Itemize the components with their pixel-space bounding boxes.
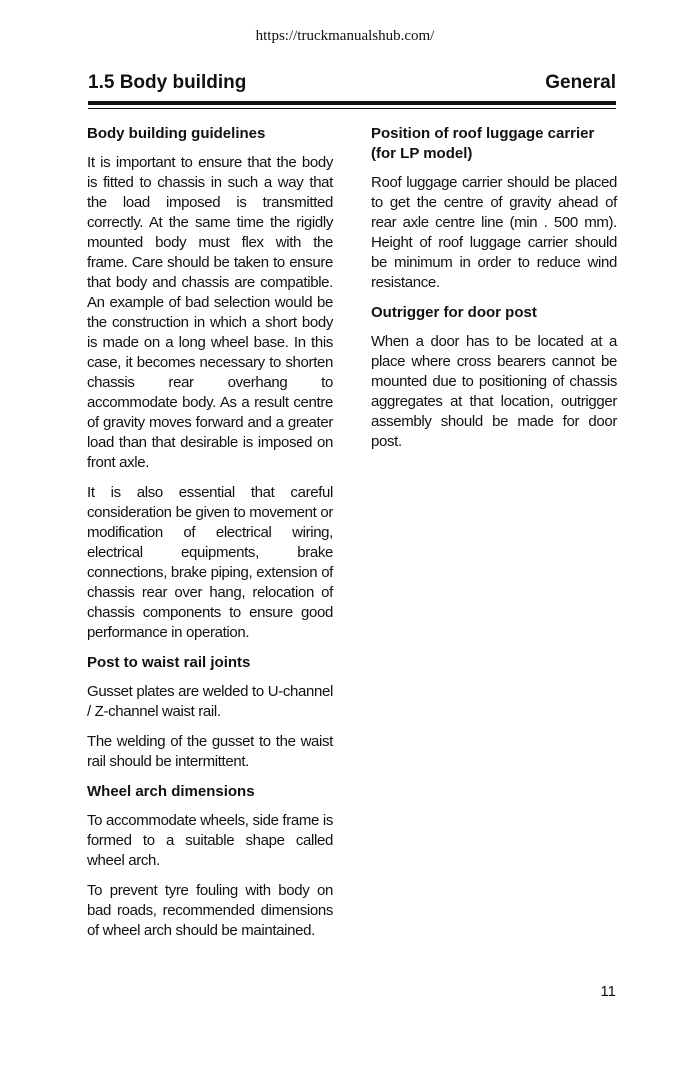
section-category: General [545,72,616,93]
page-header [88,72,616,98]
paragraph: To accommodate wheels, side frame is formed to a suitable shape called wheel arch. [87,812,333,869]
header-rule-thin [88,108,616,109]
header-rule-thick [88,101,616,105]
paragraph: Gusset plates are welded to U-channel / Z-channel waist rail. [87,683,333,720]
section-title: 1.5 Body building [88,72,247,93]
page-number: 11 [600,983,616,1000]
heading-wheel-arch-dimensions: Wheel arch dimensions [87,783,255,800]
paragraph: It is important to ensure that the body is fitted to chassis in such a way that the load imposed is transmitted correctly. At the same time the rigidly mounted body must flex with the frame. Care should be taken to ensure that body and chassis are compatible. An example of bad selection would be the construction in which a short body is made on a long wheel base. In this case, it becomes necessary to shorten chassis rear overhang to accommodate body. As a result centre of gravity moves forward and a greater load than that desirable is imposed on front axle. [87,154,333,471]
paragraph: It is also essential that careful consideration be given to movement or modification of electrical wiring, electrical equipments, brake connections, brake piping, extension of chassis rear over hang, relocation of chassis components to ensure good performance in operation. [87,484,333,641]
source-url: https://truckmanualshub.com/ [255,28,435,44]
right-column [371,124,617,462]
paragraph: Roof luggage carrier should be placed to get the centre of gravity ahead of rear axle centre line (min . 500 mm). Height of roof luggage carrier should be minimum in order to reduce wind resistance. [371,174,617,291]
left-column [87,124,333,951]
heading-body-building-guidelines: Body building guidelines [87,125,266,142]
heading-roof-luggage-carrier: Position of roof luggage carrier (for LP model) [371,125,595,162]
paragraph: The welding of the gusset to the waist rail should be intermittent. [87,733,333,770]
heading-post-to-waist-rail-joints: Post to waist rail joints [87,654,251,671]
heading-outrigger-door-post: Outrigger for door post [371,304,537,321]
paragraph: When a door has to be located at a place where cross bearers cannot be mounted due to positioning of chassis aggregates at that location, outrigger assembly should be made for door post. [371,333,617,450]
paragraph: To prevent tyre fouling with body on bad roads, recommended dimensions of wheel arch should be maintained. [87,882,333,939]
